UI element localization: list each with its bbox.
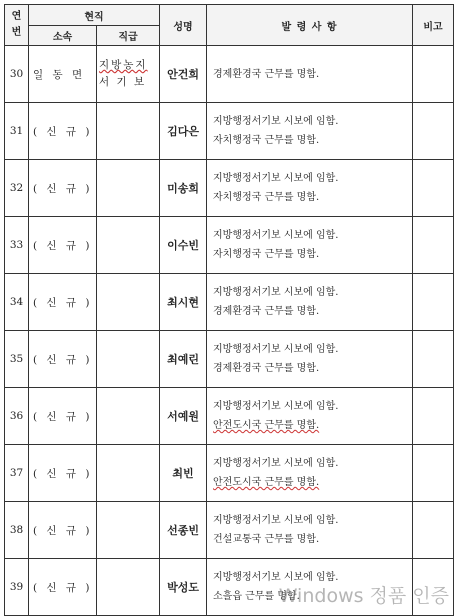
table-row	[5, 274, 454, 331]
rank-line-2: 서 기 보	[99, 76, 147, 88]
appointment-line-1: 지방행정서기보 시보에 임함.	[213, 515, 339, 526]
header-current-position: 현직	[29, 5, 160, 26]
affiliation-cell: ( 신 규 )	[29, 274, 97, 331]
remarks-cell	[413, 46, 454, 103]
appointment-cell	[207, 331, 413, 388]
table-row	[5, 46, 454, 103]
affiliation-cell: ( 신 규 )	[29, 502, 97, 559]
serial-number: 30	[5, 46, 29, 103]
header-affiliation: 소속	[29, 26, 97, 46]
rank-cell	[97, 46, 160, 103]
remarks-cell	[413, 445, 454, 502]
remarks-cell	[413, 103, 454, 160]
rank-cell	[97, 217, 160, 274]
appointment-line-2: 경제환경국 근무를 명함.	[213, 306, 320, 317]
rank-cell	[97, 502, 160, 559]
person-name: 이수빈	[160, 217, 207, 274]
rank-cell	[97, 103, 160, 160]
table-row	[5, 502, 454, 559]
header-remarks: 비고	[413, 5, 454, 46]
appointment-line-2: 소흘읍 근무를 명함.	[213, 591, 300, 602]
personnel-table	[4, 4, 454, 616]
appointment-line-2: 경제환경국 근무를 명함.	[213, 363, 320, 374]
serial-number: 35	[5, 331, 29, 388]
appointment-cell	[207, 46, 413, 103]
appointment-line-1: 경제환경국 근무를 명함.	[213, 68, 320, 80]
person-name: 안건희	[160, 46, 207, 103]
appointment-line-1: 지방행정서기보 시보에 임함.	[213, 173, 339, 184]
table-row	[5, 331, 454, 388]
remarks-cell	[413, 160, 454, 217]
affiliation-cell: ( 신 규 )	[29, 445, 97, 502]
appointment-cell	[207, 274, 413, 331]
header-rank: 직급	[97, 26, 160, 46]
affiliation-cell: ( 신 규 )	[29, 217, 97, 274]
appointment-cell	[207, 160, 413, 217]
table-row	[5, 217, 454, 274]
person-name: 최예린	[160, 331, 207, 388]
serial-number: 39	[5, 559, 29, 616]
appointment-line-2: 안전도시국 근무를 명함.	[213, 477, 320, 488]
remarks-cell	[413, 331, 454, 388]
header-appointment: 발 령 사 항	[207, 5, 413, 46]
windows-activation-watermark: Windows 정품 인증	[278, 585, 449, 607]
serial-number: 33	[5, 217, 29, 274]
person-name: 서예원	[160, 388, 207, 445]
person-name: 박성도	[160, 559, 207, 616]
header-name: 성명	[160, 5, 207, 46]
serial-number: 32	[5, 160, 29, 217]
appointment-line-2: 자치행정국 근무를 명함.	[213, 135, 320, 146]
table-row	[5, 388, 454, 445]
table-row	[5, 445, 454, 502]
serial-number: 38	[5, 502, 29, 559]
appointment-line-2: 자치행정국 근무를 명함.	[213, 192, 320, 203]
remarks-cell	[413, 217, 454, 274]
person-name: 최빈	[160, 445, 207, 502]
appointment-line-2: 자치행정국 근무를 명함.	[213, 249, 320, 260]
table-row	[5, 103, 454, 160]
serial-number: 34	[5, 274, 29, 331]
header-serial: 연 번	[5, 5, 29, 46]
appointment-line-1: 지방행정서기보 시보에 임함.	[213, 458, 339, 469]
remarks-cell	[413, 502, 454, 559]
serial-number: 37	[5, 445, 29, 502]
affiliation-cell: 일 동 면	[29, 46, 97, 103]
appointment-line-1: 지방행정서기보 시보에 임함.	[213, 401, 339, 412]
appointment-line-1: 지방행정서기보 시보에 임함.	[213, 344, 339, 355]
person-name: 선종빈	[160, 502, 207, 559]
affiliation-cell: ( 신 규 )	[29, 331, 97, 388]
appointment-cell	[207, 217, 413, 274]
serial-number: 31	[5, 103, 29, 160]
rank-cell	[97, 445, 160, 502]
person-name: 미송희	[160, 160, 207, 217]
person-name: 김다은	[160, 103, 207, 160]
appointment-cell	[207, 388, 413, 445]
remarks-cell	[413, 274, 454, 331]
appointment-line-2: 건설교통국 근무를 명함.	[213, 534, 320, 545]
appointment-line-1: 지방행정서기보 시보에 임함.	[213, 287, 339, 298]
affiliation-cell: ( 신 규 )	[29, 388, 97, 445]
rank-cell	[97, 559, 160, 616]
affiliation-cell: ( 신 규 )	[29, 559, 97, 616]
appointment-line-1: 지방행정서기보 시보에 임함.	[213, 116, 339, 127]
appointment-line-2: 안전도시국 근무를 명함.	[213, 420, 320, 431]
rank-cell	[97, 160, 160, 217]
rank-cell	[97, 331, 160, 388]
affiliation-cell: ( 신 규 )	[29, 160, 97, 217]
appointment-line-1: 지방행정서기보 시보에 임함.	[213, 230, 339, 241]
appointment-cell	[207, 445, 413, 502]
appointment-cell	[207, 103, 413, 160]
serial-number: 36	[5, 388, 29, 445]
table-row	[5, 160, 454, 217]
rank-cell	[97, 274, 160, 331]
remarks-cell	[413, 388, 454, 445]
appointment-line-1: 지방행정서기보 시보에 임함.	[213, 572, 339, 583]
appointment-cell	[207, 502, 413, 559]
rank-line-1: 지방농지	[99, 59, 148, 71]
rank-cell	[97, 388, 160, 445]
affiliation-cell: ( 신 규 )	[29, 103, 97, 160]
person-name: 최시현	[160, 274, 207, 331]
